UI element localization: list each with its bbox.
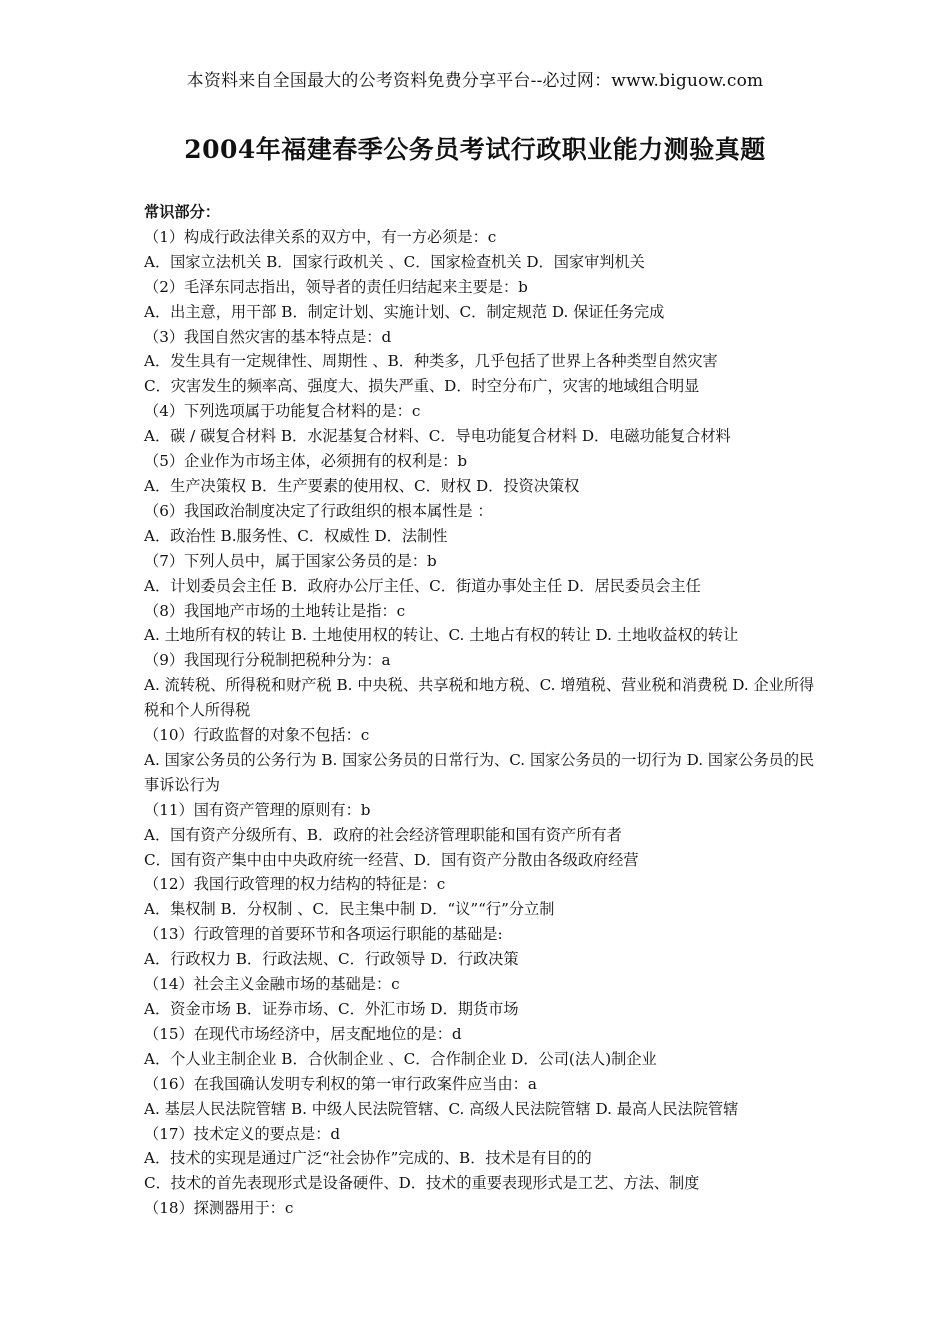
question-stem: （8）我国地产市场的土地转让是指：c xyxy=(144,601,406,620)
answer-options: A．出主意，用干部 B．制定计划、实施计划、C．制定规范 D. 保证任务完成 xyxy=(144,302,665,321)
question-stem: （17）技术定义的要点是：d xyxy=(144,1124,341,1143)
answer-options: A. 土地所有权的转让 B. 土地使用权的转让、C. 土地占有权的转让 D. 土地收益权的转让 xyxy=(144,626,739,645)
answer-options: C．灾害发生的频率高、强度大、损失严重、D．时空分布广，灾害的地域组合明显 xyxy=(144,377,700,396)
question-stem: （7）下列人员中，属于国家公务员的是：b xyxy=(144,551,437,570)
question-list xyxy=(144,225,824,1221)
question-stem: （5）企业作为市场主体，必须拥有的权利是：b xyxy=(144,452,468,471)
question-stem: （2）毛泽东同志指出，领导者的责任归结起来主要是：b xyxy=(144,277,528,296)
question-stem: （3）我国自然灾害的基本特点是：d xyxy=(144,327,392,346)
document-body xyxy=(144,200,824,1221)
question-stem: （9）我国现行分税制把税种分为：a xyxy=(144,651,391,670)
question-stem: （18）探测器用于：c xyxy=(144,1199,294,1218)
question-stem: （11）国有资产管理的原则有：b xyxy=(144,800,371,819)
source-header: 本资料来自全国最大的公考资料免费分享平台--必过网：www.biguow.com xyxy=(186,71,764,91)
question-stem: （15）在现代市场经济中，居支配地位的是：d xyxy=(144,1024,462,1043)
answer-options: A．生产决策权 B．生产要素的使用权、C．财权 D．投资决策权 xyxy=(144,476,580,495)
answer-options: A．行政权力 B．行政法规、C．行政领导 D．行政决策 xyxy=(144,950,519,969)
answer-options: A．政治性 B.服务性、C．权威性 D．法制性 xyxy=(144,526,448,545)
answer-options: A．发生具有一定规律性、周期性 、B．种类多，几乎包括了世界上各种类型自然灾害 xyxy=(144,352,718,371)
question-stem: （6）我国政治制度决定了行政组织的根本属性是 ： xyxy=(144,501,493,520)
question-stem: （16）在我国确认发明专利权的第一审行政案件应当由：a xyxy=(144,1074,537,1093)
answer-options: C．技术的首先表现形式是设备硬件、D．技术的重要表现形式是工艺、方法、制度 xyxy=(144,1174,700,1193)
question-stem: （4）下列选项属于功能复合材料的是：c xyxy=(144,402,421,421)
answer-options: A．碳 / 碳复合材料 B．水泥基复合材料、C．导电功能复合材料 D．电磁功能复合材料 xyxy=(144,427,731,446)
answer-options: A．个人业主制企业 B．合伙制企业 、C．合作制企业 D．公司(法人)制企业 xyxy=(144,1049,657,1068)
question-stem: （10）行政监督的对象不包括：c xyxy=(144,726,370,745)
answer-options: A．资金市场 B．证券市场、C．外汇市场 D．期货市场 xyxy=(144,1000,519,1018)
answer-options: A．国家立法机关 B．国家行政机关 、C．国家检查机关 D．国家审判机关 xyxy=(144,252,645,271)
answer-options: A. 国家公务员的公务行为 B. 国家公务员的日常行为、C. 国家公务员的一切行为 D. 国家公务员的民事诉讼行为 xyxy=(144,750,815,794)
answer-options: A．技术的实现是通过广泛“社会协作”完成的、B．技术是有目的的 xyxy=(144,1149,592,1168)
question-stem: （12）我国行政管理的权力结构的特征是：c xyxy=(144,875,446,894)
question-stem: （14）社会主义金融市场的基础是：c xyxy=(144,975,400,994)
question-stem: （1）构成行政法律关系的双方中，有一方必须是：c xyxy=(144,227,497,246)
answer-options: C．国有资产集中由中央政府统一经营、D．国有资产分散由各级政府经营 xyxy=(144,850,639,869)
section-label: 常识部分： xyxy=(144,203,220,221)
page-title: 2004年福建春季公务员考试行政职业能力测验真题 xyxy=(184,135,766,164)
question-stem: （13）行政管理的首要环节和各项运行职能的基础是: xyxy=(144,925,503,944)
answer-options: A．计划委员会主任 B．政府办公厅主任、C．街道办事处主任 D．居民委员会主任 xyxy=(144,576,701,595)
answer-options: A. 流转税、所得税和财产税 B. 中央税、共享税和地方税、C. 增殖税、营业税和消费税 D. 企业所得税和个人所得税 xyxy=(144,676,815,720)
answer-options: A．国有资产分级所有、B．政府的社会经济管理职能和国有资产所有者 xyxy=(144,825,622,844)
answer-options: A．集权制 B．分权制 、C．民主集中制 D．“议”“行”分立制 xyxy=(144,900,555,919)
answer-options: A. 基层人民法院管辖 B. 中级人民法院管辖、C. 高级人民法院管辖 D. 最高人民法院管辖 xyxy=(144,1099,739,1118)
